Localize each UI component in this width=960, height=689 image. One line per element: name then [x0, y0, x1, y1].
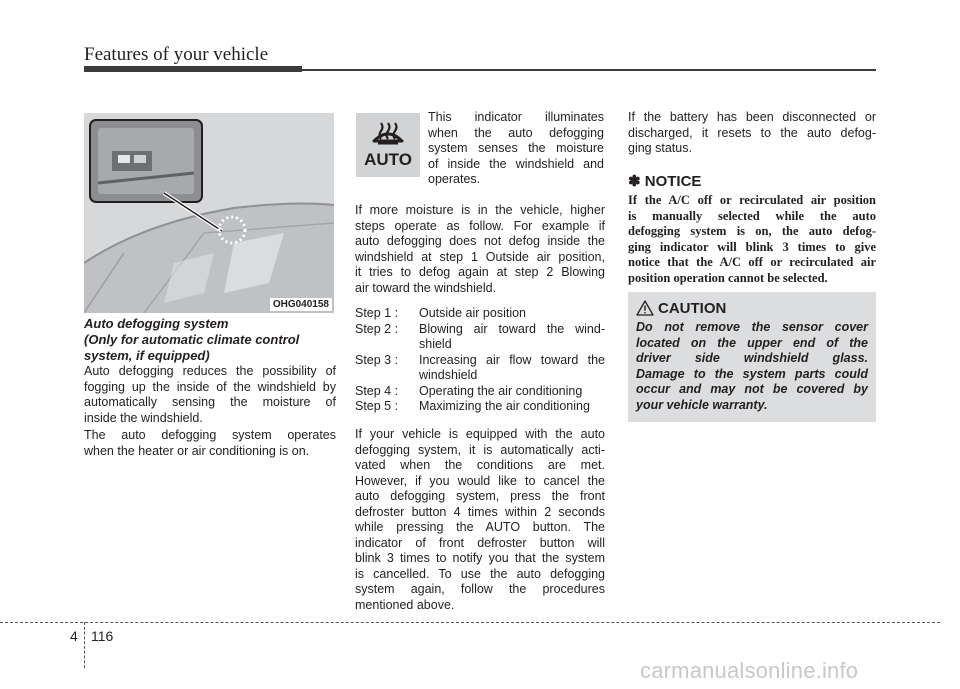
- header-rule-thick: [84, 66, 302, 72]
- footer-dashed-divider: [84, 622, 85, 668]
- step-item: [355, 353, 605, 384]
- text-line: ging status.: [628, 141, 692, 155]
- section-title-line: system, if equipped): [84, 348, 210, 363]
- text-line: However, if you would like to cancel the: [355, 473, 605, 488]
- page-header-title: Features of your vehicle: [84, 44, 269, 65]
- text-line: position operation cannot be selected.: [628, 270, 828, 285]
- text-line: Damage to the system parts could: [636, 366, 868, 381]
- col1-paragraph-2: [84, 428, 336, 459]
- section-title: [84, 316, 336, 364]
- step-label: Step 2 :: [355, 321, 399, 336]
- step-text: Operating the air conditioning: [419, 383, 583, 398]
- chapter-number: 4: [70, 628, 78, 644]
- text-line: fogging up the inside of the windshield by: [84, 379, 336, 394]
- defrost-icon: [356, 113, 420, 177]
- text-line: automatically sensing the moisture of: [84, 395, 336, 409]
- step-item: [355, 399, 605, 415]
- text-line: blink 3 times to notify you that the system: [355, 551, 605, 565]
- text-line: air toward the windshield.: [355, 280, 497, 295]
- auto-defog-indicator-icon: [356, 113, 420, 177]
- text-line: is cancelled. To use the auto defogging: [355, 566, 605, 581]
- text-line: defogging system is on, the auto defog-: [628, 224, 876, 238]
- text-line: when the heater or air conditioning is on.: [84, 443, 310, 458]
- text-line: If more moisture is in the vehicle, higher: [355, 203, 605, 217]
- page-number: 116: [91, 628, 114, 644]
- step-text: Increasing air flow toward the windshield: [419, 352, 605, 382]
- text-line: indicator of front defroster button will: [355, 535, 605, 550]
- text-line: The auto defogging system operates: [84, 428, 336, 442]
- text-line: If the A/C off or recirculated air position: [628, 193, 876, 207]
- text-line: defogging system, it is automatically acti-: [355, 442, 605, 457]
- footer-dashed-rule: [0, 622, 940, 623]
- text-line: defroster button 4 times within 2 seconds: [355, 504, 605, 519]
- text-line: windshield at step 1 Outside air position,: [355, 249, 605, 264]
- col2-paragraph-2: [355, 427, 605, 613]
- text-line: is manually selected while the auto: [628, 208, 876, 223]
- col3-paragraph-1: [628, 110, 876, 157]
- windshield-illustration-svg: [84, 113, 334, 313]
- watermark: carmanualsonline.info: [640, 658, 859, 683]
- text-line: while pressing the AUTO button. The: [355, 520, 605, 534]
- step-label: Step 5 :: [355, 399, 399, 413]
- auto-icon-label: AUTO: [364, 150, 412, 169]
- step-text: Blowing air toward the wind-shield: [419, 321, 605, 351]
- step-list: [355, 306, 605, 415]
- text-line: If your vehicle is equipped with the auto: [355, 427, 605, 441]
- text-line: your vehicle warranty.: [636, 397, 768, 412]
- text-line: auto defogging does not defog inside the: [355, 234, 605, 248]
- text-line: occur and may not be covered by: [636, 382, 868, 396]
- text-line: ging indicator will blink 3 times to give: [628, 239, 876, 254]
- text-line: discharged, it resets to the auto defog-: [628, 125, 876, 140]
- text-line: If the battery has been disconnected or: [628, 110, 876, 124]
- text-line: operates.: [428, 172, 481, 186]
- text-line: This indicator illuminates: [428, 110, 604, 124]
- notice-heading: ✽ NOTICE: [628, 173, 702, 190]
- text-line: system senses the moisture: [428, 141, 604, 155]
- text-line: it tries to defog again at step 2 Blowing: [355, 265, 605, 279]
- text-line: when the auto defogging: [428, 125, 604, 140]
- text-line: driver side windshield glass.: [636, 351, 868, 365]
- text-line: auto defogging system, press the front: [355, 489, 605, 503]
- step-item: [355, 384, 605, 400]
- text-line: inside the windshield.: [84, 410, 203, 425]
- text-line: steps operate as follow. For example if: [355, 218, 605, 233]
- windshield-sensor-illustration: [84, 113, 334, 313]
- header-rule-thin: [302, 69, 876, 71]
- text-line: Auto defogging reduces the possibility of: [84, 364, 336, 378]
- text-line: of inside the windshield and: [428, 156, 604, 171]
- step-text: Outside air position: [419, 306, 527, 320]
- step-label: Step 3 :: [355, 352, 399, 367]
- col2-paragraph-1: [355, 203, 605, 296]
- text-line: mentioned above.: [355, 597, 455, 612]
- text-line: system again, follow the procedures: [355, 582, 605, 596]
- text-line: vated when the conditions are met.: [355, 458, 605, 472]
- caution-heading: CAUTION: [658, 300, 727, 317]
- text-line: Do not remove the sensor cover: [636, 320, 868, 334]
- col1-paragraph-1: [84, 364, 336, 426]
- section-title-line: (Only for automatic climate control: [84, 332, 300, 347]
- step-text: Maximizing the air conditioning: [419, 399, 590, 413]
- indicator-description: [428, 110, 604, 188]
- step-item: [355, 322, 605, 353]
- text-line: located on the upper end of the: [636, 335, 868, 350]
- step-label: Step 1 :: [355, 306, 399, 320]
- section-title-line: Auto defogging system: [84, 316, 229, 331]
- notice-body: [628, 193, 876, 286]
- step-item: [355, 306, 605, 322]
- step-label: Step 4 :: [355, 383, 399, 398]
- warning-triangle-icon: [636, 300, 654, 321]
- text-line: notice that the A/C off or recirculated air: [628, 255, 876, 269]
- caution-body: [636, 320, 868, 413]
- figure-code: OHG040158: [270, 298, 332, 311]
